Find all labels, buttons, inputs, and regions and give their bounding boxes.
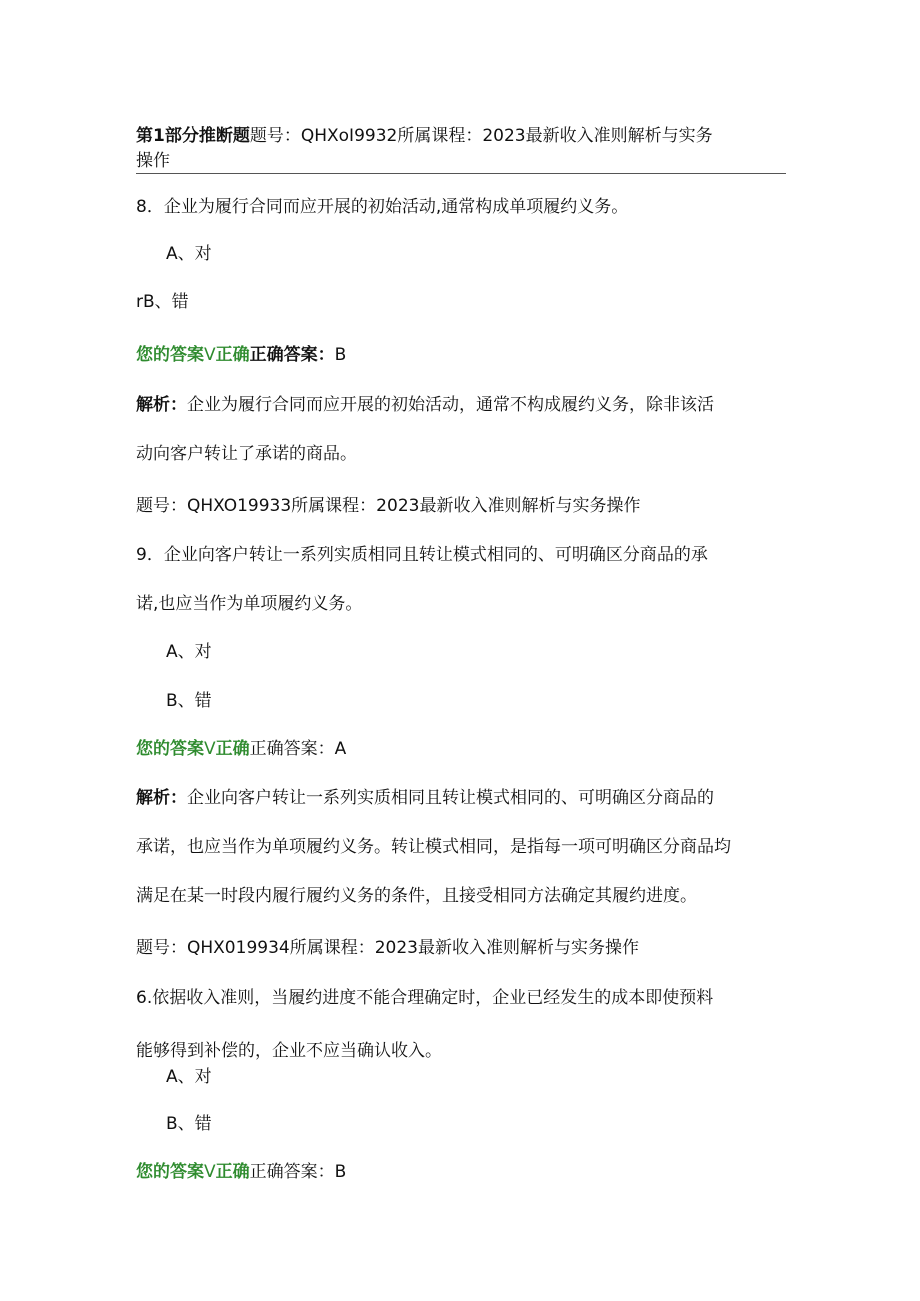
question-text-line: 能够得到补偿的，企业不应当确认收入。 bbox=[136, 1041, 442, 1061]
analysis-label: 解析： bbox=[136, 395, 187, 415]
correct-answer-label: 正确答案： bbox=[249, 739, 335, 759]
question-9-text: 9．企业向客户转让一系列实质相同且转让模式相同的、可明确区分商品的承 bbox=[136, 545, 708, 565]
option-a[interactable]: A、对 bbox=[166, 244, 212, 264]
section-label: 第1部分推断题 bbox=[136, 126, 250, 146]
correct-answer-label: 正确答案： bbox=[249, 1162, 335, 1182]
question-number: 6. bbox=[136, 988, 153, 1008]
question-meta: 题号：QHX019934所属课程：2023最新收入准则解析与实务操作 bbox=[136, 938, 639, 958]
check-mark: V bbox=[204, 1162, 216, 1182]
option-b[interactable]: B、错 bbox=[166, 1114, 212, 1134]
answer-line bbox=[136, 739, 346, 759]
question-meta: 题号：QHXO19933所属课程：2023最新收入准则解析与实务操作 bbox=[136, 496, 641, 516]
section-header bbox=[136, 126, 713, 146]
correct-label: 正确 bbox=[215, 345, 250, 365]
your-answer-label: 您的答案 bbox=[136, 1162, 204, 1182]
question-number: 8 bbox=[136, 197, 147, 217]
check-mark: V bbox=[204, 739, 216, 759]
correct-label: 正确 bbox=[215, 1162, 250, 1182]
correct-answer-value: A bbox=[334, 739, 347, 759]
question-8-text: 8．企业为履行合同而应开展的初始活动,通常构成单项履约义务。 bbox=[136, 197, 629, 217]
correct-answer-label: 正确答案： bbox=[249, 345, 335, 365]
question-meta: 题号：QHXoI9932所属课程：2023最新收入准则解析与实务 bbox=[249, 126, 713, 146]
analysis-label: 解析： bbox=[136, 788, 187, 808]
question-text-line: 诺,也应当作为单项履约义务。 bbox=[136, 594, 363, 614]
your-answer-label: 您的答案 bbox=[136, 345, 204, 365]
correct-answer-value: B bbox=[334, 1162, 347, 1182]
option-b[interactable]: B、错 bbox=[166, 691, 212, 711]
question-6-text: 6.依据收入准则，当履约进度不能合理确定时，企业已经发生的成本即使预料 bbox=[136, 988, 714, 1008]
analysis: 解析：企业向客户转让一系列实质相同且转让模式相同的、可明确区分商品的 bbox=[136, 788, 714, 808]
analysis-line: 动向客户转让了承诺的商品。 bbox=[136, 444, 357, 464]
question-number: 9 bbox=[136, 545, 147, 565]
option-a[interactable]: A、对 bbox=[166, 642, 212, 662]
check-mark: V bbox=[204, 345, 216, 365]
answer-line bbox=[136, 1162, 346, 1182]
answer-line bbox=[136, 345, 346, 365]
option-a[interactable]: A、对 bbox=[166, 1067, 212, 1087]
correct-answer-value: B bbox=[334, 345, 347, 365]
option-b[interactable]: rB、错 bbox=[136, 292, 189, 312]
your-answer-label: 您的答案 bbox=[136, 739, 204, 759]
section-header-cont: 操作 bbox=[136, 151, 170, 171]
analysis: 解析：企业为履行合同而应开展的初始活动，通常不构成履约义务，除非该活 bbox=[136, 395, 714, 415]
analysis-line: 满足在某一时段内履行履约义务的条件，且接受相同方法确定其履约进度。 bbox=[136, 886, 697, 906]
analysis-line: 承诺，也应当作为单项履约义务。转让模式相同，是指每一项可明确区分商品均 bbox=[136, 837, 731, 857]
header-divider bbox=[136, 173, 786, 174]
correct-label: 正确 bbox=[215, 739, 250, 759]
